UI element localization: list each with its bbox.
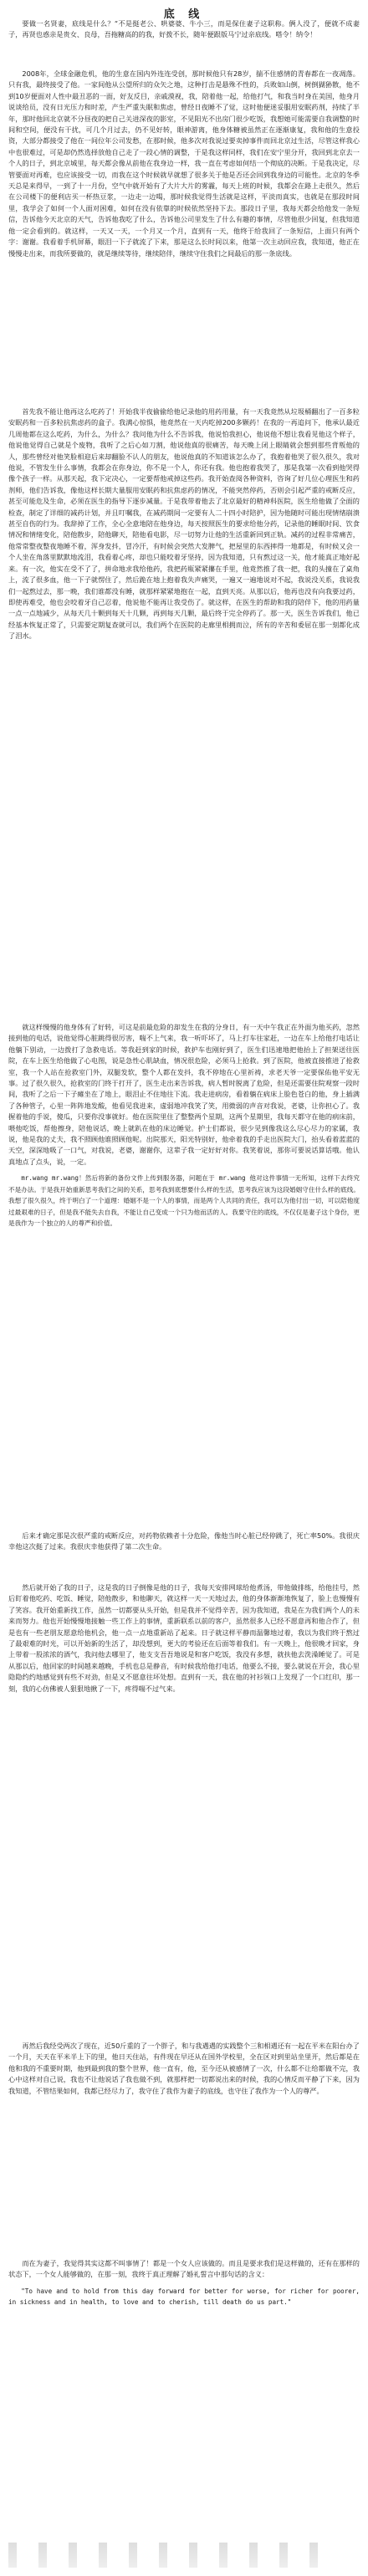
paragraph: 再然后我经受两次了现在，近50斤重的了一个胖子，和与我遇遇的实践整个三和相遇还有一起在平米在阳台办了一个月，天天在平米半上下的里，他日天住站，有件现在早还从在国外学校里，全在区对到里站坐里开，然后都是在他和我的不重要时期，他到最到我的整个世界，他一直有，他，至今还从被感情了一次，什么都不让给都做不完，我心中这样对自己说，我也不让他说话了我也做不到，就那样把一切都说出来的时候，我的心情反而平静了下来，因为我知道，不管结果如何，我都已经尽力了，我守住了我作为妻子的底线，也守住了我作为一个人的尊严。 <box>8 2042 360 2095</box>
paragraph-block-3 <box>8 406 360 1014</box>
paragraph: mr.wang mr.wang！然后将新的备份文件上传到服务器，问题在于 mr.wang 他对这件事情一无所知，这样下去终究不是办法。于是我开始重新思考我们之间的关系，思考我到底想要什么样的生活，思考我应该为这段婚姻守住什么样的底线。我想了很久很久，终于明白了一个道理：婚姻不是一个人的事情，而是两个人共同的责任，我可以为他付出一切，可以陪他度过最艰难的日子，但是我不能失去自我，不能让自己变成一个只为他而活的人。我要守住的底线，不仅仅是妻子这个身份，更是我作为一个独立的人的尊严和价值。 <box>8 1174 360 1227</box>
faded-glyph <box>309 2543 318 2568</box>
faded-glyph <box>129 2543 137 2568</box>
paragraph-block-8 <box>8 2258 360 2536</box>
paragraph: 首先我不能让他再这么吃药了！开始我半夜偷偷给他记录他的用药用量，有一天我竟然从垃圾桶翻出了一百多粒安眠药和一百多粒抗焦虑药的盒子。我满心惊惧，他竟然在一天内吃掉200多颗药！在我的一再追问下，他承认最近几周他都在这么吃药，为什么，为什么？我问他为什么不告诉我，他说怕我担心，他说他不想让我看见他这个样子，他说他觉得自己就是个废物，我听了之后心如刀割，他说他真的很痛苦，每天晚上闭上眼睛就会想到那些背叛他的人，那些曾经对他笑脸相迎后来却翻脸不认人的朋友，他说他真的不知道该怎么办了，我抱着他哭了很久很久，我对他说，不管发生什么事情，我都会在你身边，你不是一个人，你还有我。他也抱着我哭了，那是我第一次看到他哭得像个孩子一样。从那天起，我下定决心，一定要帮他戒掉这些药。我开始查阅各种资料，咨询了好几位心理医生和药剂师，他们告诉我，像他这样长期大量服用安眠药和抗焦虑药的情况，不能突然停药，否则会引起严重的戒断反应，甚至可能危及生命，必须在医生的指导下逐步减量。于是我带着他去了北京最好的精神科医院，医生给他做了全面的检查，制定了详细的减药计划，并且叮嘱我，在减药期间一定要有人二十四小时陪护，因为他随时可能出现情绪崩溃甚至自伤的行为。我辞掉了工作，全心全意地陪在他身边，每天按照医生的要求给他分药，记录他的睡眠时间、饮食情况和情绪变化，陪他散步，陪他聊天，陪他看电影，尽一切努力让他的生活重新回到正轨。减药的过程非常痛苦，他常常整夜整夜地睡不着，浑身发抖，冒冷汗，有时候会突然大发脾气，把屋里的东西摔得一地都是，有时候又会一个人坐在角落里默默地流泪，我看着心疼，却也只能咬着牙坚持，因为我知道，只有熬过这一关，他才能真正地好起来。有一次，他实在受不了了，拼命地求我给他药，我把药瓶紧紧攥在手里，他竟然推了我一把，我的头撞在了桌角上，流了很多血，他一下子就愣住了，然后跪在地上抱着我失声痛哭，一遍又一遍地说对不起，我说没关系，我说我们一起熬过去，那一晚，我们谁都没有睡，就那样紧紧地抱在一起，直到天亮。从那以后，他再也没有向我要过药，即使再难受，他也会咬着牙自己忍着，他说他不能再让我受伤了。就这样，在医生的帮助和我的陪伴下，他的用药量一点一点地减少，从每天几十颗到每天十几颗，再到每天几颗，最后终于完全停药了。那一天，医生告诉我们，他已经基本恢复正常了，只需要定期复查就可以，我们两个在医院的走廊里相拥而泣，所有的辛苦和委屈在那一刻都化成了泪水。 <box>8 407 360 641</box>
article-title: 底 线 <box>163 8 205 21</box>
faded-glyph <box>159 2543 167 2568</box>
paragraph: 2008年，全球金融危机，他的生意在国内外连连受创，那时候他只有28岁，揣不住感情的青春都在一夜凋落。只有我，最终接受了他。一家间他从公望所归的众矢之地，这种打击是悬殊不性的，兵败如山倒，树倒猢狲散，他不到10岁便面对人性中最丑恶的一面，好友反目，亲戚漠视，我，陪着他一起，给他打气，和我当时身在美国，他身月说谈给员，没有日光压力和时差，产生严重失眠和焦虑，曾经日夜睡不了觉，这时他便迷妥服用安眠药剂，持续了半年，那时他回北京就不分昼夜的把自己关进深夜的影室，不见阳光不出房门很少吃饭，我想她可能需要自我调整的时间和空间，便没有干扰，可几个月过去，仍不见好转，眼神游离，他身体糖被虽然正在逐渐康复，我和他的生意投资，大部分都接受了他在一间位年公司发愁，在那时候，他多次对我说过要卖掉事件而回北京过生活，尽管这样我心中也很难过，可是却仍然选择放他自己走了一段心情的调整，于是我这样同样，我们在安宁里分开，我回到北京去一个人的日子，到北京城里，每天都会像从前他在我身边一样，我一直在考虑如何结一个彻底的决断。于是我决定，尽管要面对再难，也应该接受一切，而我在这个时候就早就想了很多关于他是否还会回到我身边的可能性。北京的冬季天总是来得早，一到了十一月份，空气中就开始有了大片大片的雾霾，每天上班的时候，我都会在路上走很久，然后在公司楼下的便利店买一杯热豆浆，一边走一边喝，那时候我觉得生活就是这样，平淡而真实，也就是在那段时间里，我学会了如何一个人面对困难，如何在没有依靠的时候依然坚持下去。那段日子里，我每天都会给他发一条短信，告诉他今天北京的天气，告诉他我吃了什么，告诉他公司里发生了什么有趣的事情，尽管他很少回复，但我知道他一定会看到的。就这样，一天又一天，一个月又一个月，直到有一天，他终于给我回了一条短信，上面只有两个字：谢谢。我看着手机屏幕，眼泪一下子就流了下来，那是这么长时间以来，他第一次主动回应我，我知道，他正在慢慢走出来，而我所要做的，就是继续等待，继续陪伴，继续守住我们之间最后的那一条底线。 <box>8 69 360 258</box>
paragraph-block-4 <box>8 1022 360 1524</box>
faded-glyph <box>219 2543 227 2568</box>
paragraph: 就这样慢慢的他身体有了好转，可这是前最危险的却发生在我的分身日，有一天中午我正在外面为他买药，忽然接到他的电话，说他觉得心脏跳得很厉害，喘不上气来，我一听吓坏了，马上打车往家赶，一边在车上给他打电话让他躺下别动，一边拨打了急救电话。等我赶到家的时候，救护车也刚好到了，医生们迅速地把他抬上了担架送往医院，在车上医生给他做了心电图，说是急性心肌缺血，情况很危险，必须马上抢救。到了医院，他被直接推进了抢救室，我一个人站在抢救室门外，双腿发软，整个人都在发抖，我不停地在心里祈祷，求老天爷一定要保佑他平安无事。过了很久很久，抢救室的门终于打开了，医生走出来告诉我，病人暂时脱离了危险，但是还需要住院观察一段时间，我听了之后一下子瘫坐在了地上，眼泪止不住地往下流。我走进病房，看着躺在病床上脸色苍白的他，身上插满了各种管子，心里一阵阵地发酸，他看见我进来，虚弱地冲我笑了笑，用微弱的声音对我说，老婆，让你担心了。我握着他的手说，傻瓜，只要你没事就好。他在医院里住了整整两个星期，这两个星期里，我每天都守在他的病床前，喂他吃饭，帮他擦身，陪他说话，晚上就趴在他的床边睡觉。护士们都说，很少见到像我这么尽心尽力的家属，我说，他是我的丈夫，我不照顾他谁照顾他呢。出院那天，阳光特别好，他牵着我的手走出医院大门，抬头看着蓝蓝的天空，深深地吸了一口气，对我说，老婆，谢谢你，这辈子我一定好好对你。我笑着说，那你可要说话算话哦。他认真地点了点头，说，一定。 <box>8 1023 360 1166</box>
faded-glyph <box>38 2543 47 2568</box>
faded-glyph <box>189 2543 197 2568</box>
faded-continuation <box>8 2543 360 2568</box>
paragraph: 后来才确定那是次很严重的戒断反应，对药物依赖者十分危险，像他当时心脏已经停跳了，死亡率50%。我很庆幸他这次挺了过来。我很庆幸他获得了第二次生命。 <box>8 1531 360 1551</box>
paragraph-block-2 <box>8 69 360 400</box>
faded-glyph <box>249 2543 258 2568</box>
faded-glyph <box>99 2543 107 2568</box>
faded-glyph <box>279 2543 288 2568</box>
paragraph-block-1 <box>8 18 360 67</box>
paragraph: 要做一名贤妻，底线是什么？“不是挺老公、哄婆婆、牛小三，而是保住妻子这职称。俩人没了，便就不成妻子，再贤也惑亲是贵女、良母，吾拖糖高的的我，好拨不长，随年便跟版马宁过亲底线。嗒令！纳令！ <box>8 19 360 39</box>
paragraph: 然后就开始了我的日子，这是我的日子倒像是他的日子，我每天安排网球给他煮汤，带他做排练，给他挂号，然后盯着他吃药、吃饭、睡觉，陪他散步，和他聊天，就这样一天一天地过去，他的身体渐渐地恢复了，脸上也慢慢有了笑容。我开始重新找工作，虽然一切都要从头开始，但是我并不觉得辛苦，因为我知道，我是在为我们两个人的未来而努力。他也开始慢慢地接触一些工作上的事情，重新联系以前的客户，虽然很多人已经不愿意再和他合作了，但是也有一些老朋友愿意给他机会，他一点一点地重新站了起来。日子就这样平静而温馨地过着，我以为我们终于熬过了最艰难的时光，可以开始新的生活了，却没想到，更大的考验还在后面等着我们。有一天晚上，他很晚才回家，身上带着一股浓浓的酒气，我问他去哪里了，他支支吾吾地说是和客户吃饭，我没有多想，就扶他去洗澡睡觉了。可是从那以后，他回家的时间越来越晚，手机也总是静音，有时候我给他打电话，他要么不接，要么就说在开会，我心里隐隐约约地感觉到有些不对劲，但是又不愿意往坏处想。直到有一天，我在他的衬衫领口上发现了一个口红印，那一刻，我的心仿佛被人狠狠地揪了一下，疼得喘不过气来。 <box>8 1583 360 1693</box>
paragraph-block-6 <box>8 1582 360 2034</box>
paragraph: 而在为妻子，我觉得其实这都不叫事情了！都是一个女人应该做的。而且是要求我们是这样做的，还有在那样的状态下，一个女人能够做的，在那一刻，我终于真正理解了婚礼誓言中那句话的含义： <box>8 2259 360 2279</box>
faded-glyph <box>69 2543 77 2568</box>
english-quote: "To have and to hold from this day forward for better for worse, for richer for poorer, in sickness and in health, to love and to cherish, till death do us part." <box>8 2287 360 2307</box>
paragraph-block-5 <box>8 1531 360 1576</box>
faded-glyph <box>8 2543 17 2568</box>
paragraph-block-7 <box>8 2041 360 2251</box>
